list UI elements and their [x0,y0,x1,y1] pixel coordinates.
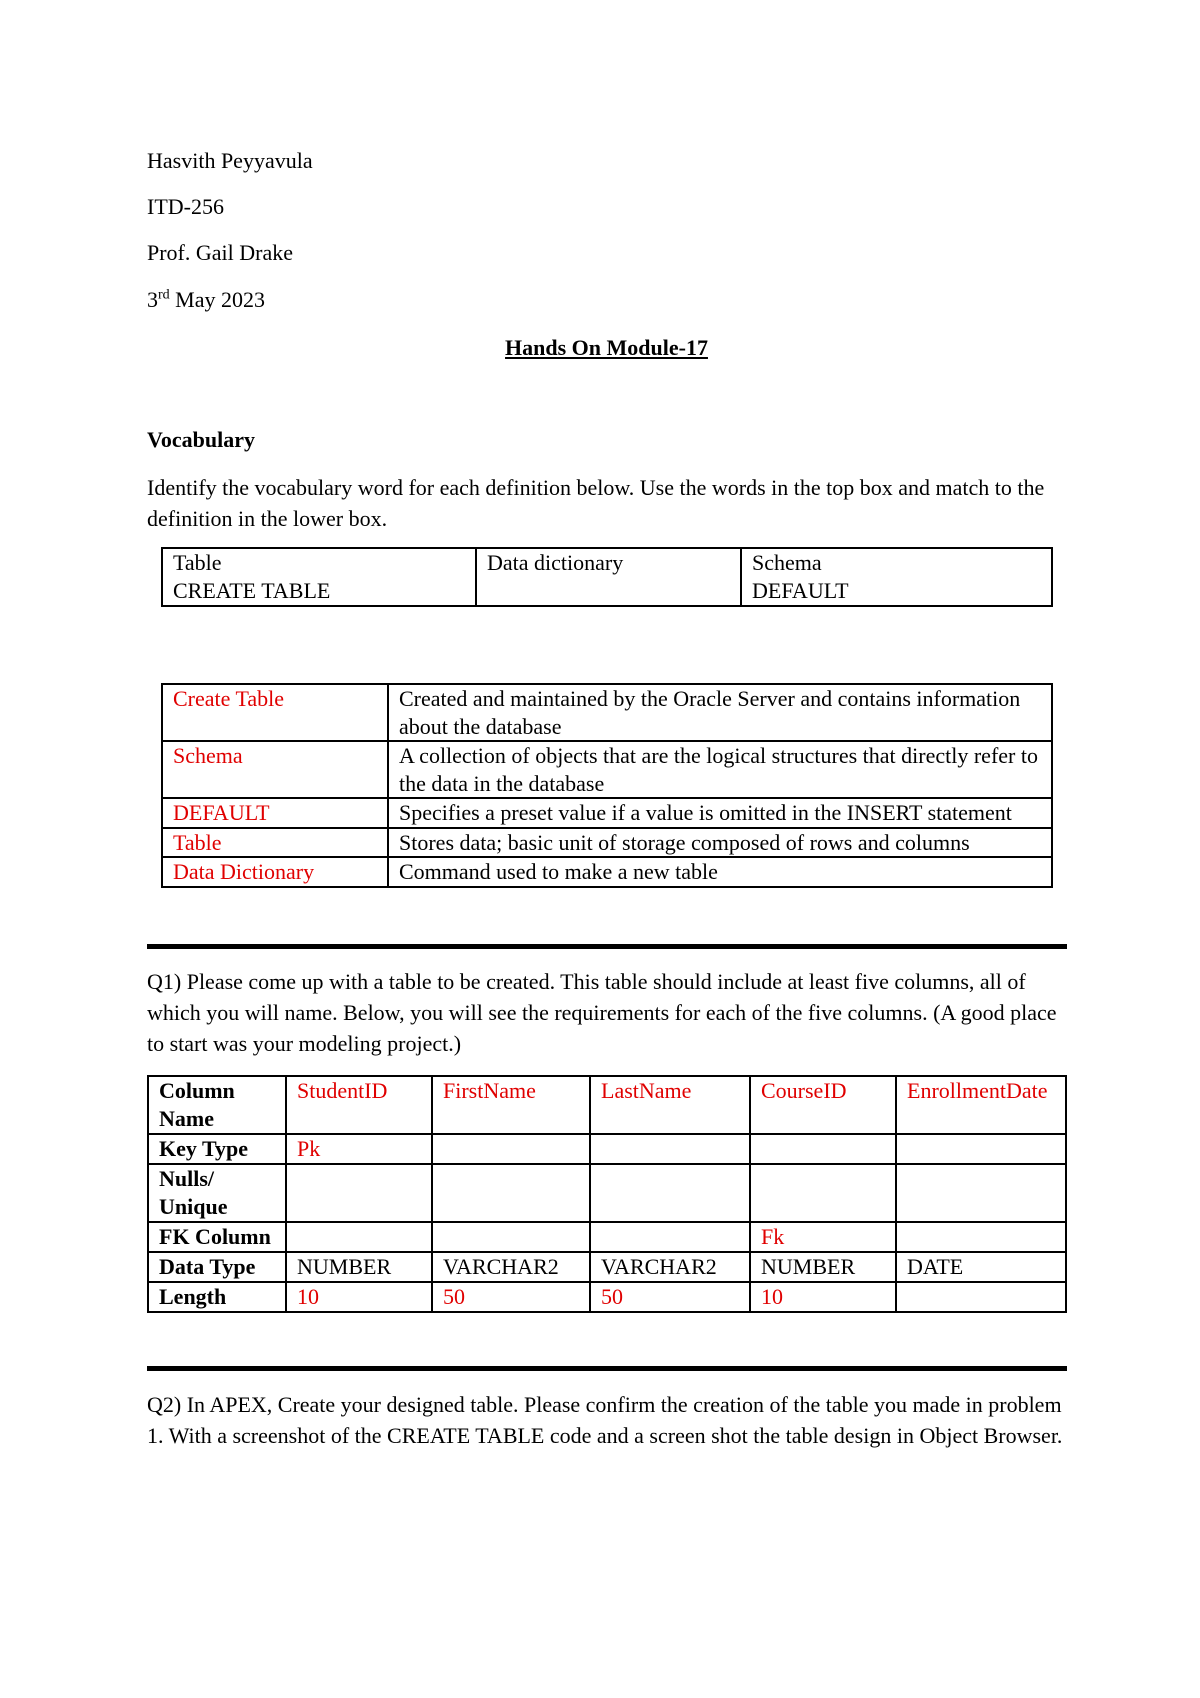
key-type-cell [590,1134,750,1164]
definitions-table [161,683,1053,888]
column-name-cell: LastName [590,1076,750,1134]
fk-column-cell [590,1222,750,1252]
word: Schema [752,550,822,575]
definition-row [162,828,1052,858]
row-label: Data Type [148,1252,286,1282]
date-day: 3 [147,287,158,312]
date-rest: May 2023 [169,287,265,312]
design-row-nulls-unique [148,1164,1066,1222]
row-label: Column Name [148,1076,286,1134]
answer-cell: Data Dictionary [162,857,388,887]
answer-cell: DEFAULT [162,798,388,828]
data-type-cell: VARCHAR2 [432,1252,590,1282]
word-box-cell [162,548,476,606]
column-design-table [147,1075,1067,1313]
fk-column-cell [432,1222,590,1252]
data-type-cell: DATE [896,1252,1066,1282]
key-type-cell [750,1134,896,1164]
definition-row [162,741,1052,798]
data-type-cell: VARCHAR2 [590,1252,750,1282]
word: Data dictionary [487,550,624,575]
column-name-cell: CourseID [750,1076,896,1134]
design-row-fk-column [148,1222,1066,1252]
column-name-cell: StudentID [286,1076,432,1134]
design-row-length [148,1282,1066,1312]
course-code: ITD-256 [147,194,224,219]
length-cell: 10 [750,1282,896,1312]
nulls-unique-cell [590,1164,750,1222]
vocabulary-heading: Vocabulary [147,427,255,452]
vocabulary-instruction: Identify the vocabulary word for each definition below. Use the words in the top box and match to the definition in the lower box. [147,475,1045,531]
length-cell: 50 [590,1282,750,1312]
nulls-unique-cell [896,1164,1066,1222]
length-cell [896,1282,1066,1312]
word-box-cell [476,548,741,606]
student-name: Hasvith Peyyavula [147,148,313,173]
key-type-cell: Pk [286,1134,432,1164]
design-row-key-type [148,1134,1066,1164]
row-label: Nulls/ Unique [148,1164,286,1222]
answer-cell: Schema [162,741,388,798]
answer-cell: Table [162,828,388,858]
word-box-table [161,547,1053,607]
word: DEFAULT [752,578,849,603]
fk-column-cell: Fk [750,1222,896,1252]
date-suffix: rd [158,287,170,303]
definition-cell: Created and maintained by the Oracle Server and contains information about the database [388,684,1052,741]
column-name-cell: EnrollmentDate [896,1076,1066,1134]
definition-row [162,798,1052,828]
data-type-cell: NUMBER [286,1252,432,1282]
word: Table [173,550,222,575]
nulls-unique-cell [750,1164,896,1222]
row-label: Length [148,1282,286,1312]
design-row-data-type [148,1252,1066,1282]
data-type-cell: NUMBER [750,1252,896,1282]
key-type-cell [432,1134,590,1164]
page-title: Hands On Module-17 [505,335,708,360]
length-cell: 50 [432,1282,590,1312]
definition-cell: Stores data; basic unit of storage composed of rows and columns [388,828,1052,858]
design-row-column-name [148,1076,1066,1134]
row-label: FK Column [148,1222,286,1252]
definition-cell: Specifies a preset value if a value is omitted in the INSERT statement [388,798,1052,828]
fk-column-cell [896,1222,1066,1252]
definition-cell: Command used to make a new table [388,857,1052,887]
q1-text: Q1) Please come up with a table to be created. This table should include at least five columns, all of which you will name. Below, you will see the requirements for each of the five columns. (A good place to start was your modeling project.) [147,969,1057,1056]
definition-cell: A collection of objects that are the logical structures that directly refer to the data in the database [388,741,1052,798]
professor-name: Prof. Gail Drake [147,240,294,265]
row-label: Key Type [148,1134,286,1164]
answer-cell: Create Table [162,684,388,741]
word-box-row [162,548,1052,606]
word: CREATE TABLE [173,578,331,603]
nulls-unique-cell [286,1164,432,1222]
fk-column-cell [286,1222,432,1252]
word-box-cell [741,548,1052,606]
q2-text: Q2) In APEX, Create your designed table. Please confirm the creation of the table you made in problem 1. With a screenshot of the CREATE TABLE code and a screen shot the table design in Object Browser. [147,1392,1063,1448]
key-type-cell [896,1134,1066,1164]
date-line [147,285,265,315]
column-name-cell: FirstName [432,1076,590,1134]
definition-row [162,684,1052,741]
section-divider [147,944,1067,949]
definition-row [162,857,1052,887]
section-divider [147,1366,1067,1371]
nulls-unique-cell [432,1164,590,1222]
length-cell: 10 [286,1282,432,1312]
